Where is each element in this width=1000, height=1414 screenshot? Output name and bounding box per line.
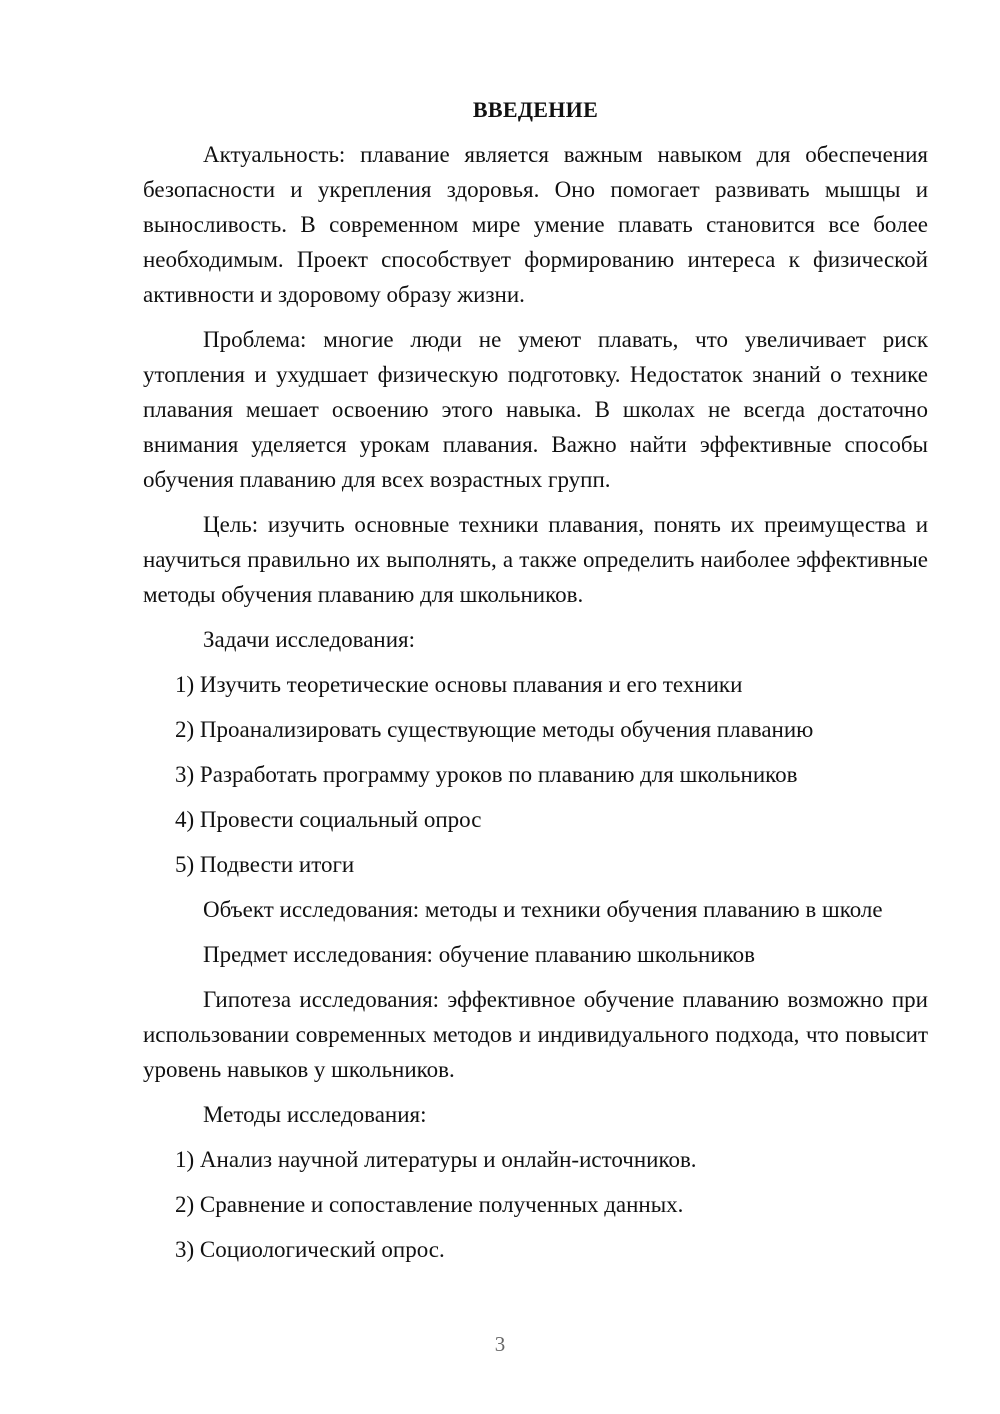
tasks-heading: Задачи исследования: bbox=[203, 627, 416, 652]
relevance-paragraph: Актуальность: плавание является важным навыком для обеспечения безопасности и укрепления здоровья. Оно помогает развивать мышцы и выносливость. В современном мире умение плавать становится все более необходимым. Проект способствует формированию интереса к физической активности и здоровому образу жизни. bbox=[143, 142, 928, 307]
goal-paragraph: Цель: изучить основные техники плавания, понять их преимущества и научиться правильно их выполнять, а также определить наиболее эффективные методы обучения плаванию для школьников. bbox=[143, 512, 928, 607]
task-item-3: 3) Разработать программу уроков по плаванию для школьников bbox=[175, 762, 798, 787]
task-item-5: 5) Подвести итоги bbox=[175, 852, 355, 877]
document-page bbox=[143, 95, 928, 1277]
task-item-1: 1) Изучить теоретические основы плавания и его техники bbox=[175, 672, 743, 697]
page-number: 3 bbox=[494, 1332, 506, 1356]
method-item-3: 3) Социологический опрос. bbox=[175, 1237, 445, 1262]
method-item-2: 2) Сравнение и сопоставление полученных данных. bbox=[175, 1192, 684, 1217]
task-item-4: 4) Провести социальный опрос bbox=[175, 807, 482, 832]
tasks-list bbox=[143, 667, 928, 882]
page-title: ВВЕДЕНИЕ bbox=[472, 97, 599, 122]
subject-paragraph: Предмет исследования: обучение плаванию школьников bbox=[203, 942, 756, 967]
problem-paragraph: Проблема: многие люди не умеют плавать, что увеличивает риск утопления и ухудшает физическую подготовку. Недостаток знаний о технике плавания мешает освоению этого навыка. В школах не всегда достаточно внимания уделяется урокам плавания. Важно найти эффективные способы обучения плаванию для всех возрастных групп. bbox=[143, 327, 928, 492]
object-paragraph: Объект исследования: методы и техники обучения плаванию в школе bbox=[203, 897, 883, 922]
method-item-1: 1) Анализ научной литературы и онлайн-источников. bbox=[175, 1147, 697, 1172]
methods-heading: Методы исследования: bbox=[203, 1102, 427, 1127]
task-item-2: 2) Проанализировать существующие методы обучения плаванию bbox=[175, 717, 814, 742]
methods-list bbox=[143, 1142, 928, 1267]
hypothesis-paragraph: Гипотеза исследования: эффективное обучение плаванию возможно при использовании современных методов и индивидуального подхода, что повысит уровень навыков у школьников. bbox=[143, 987, 928, 1082]
